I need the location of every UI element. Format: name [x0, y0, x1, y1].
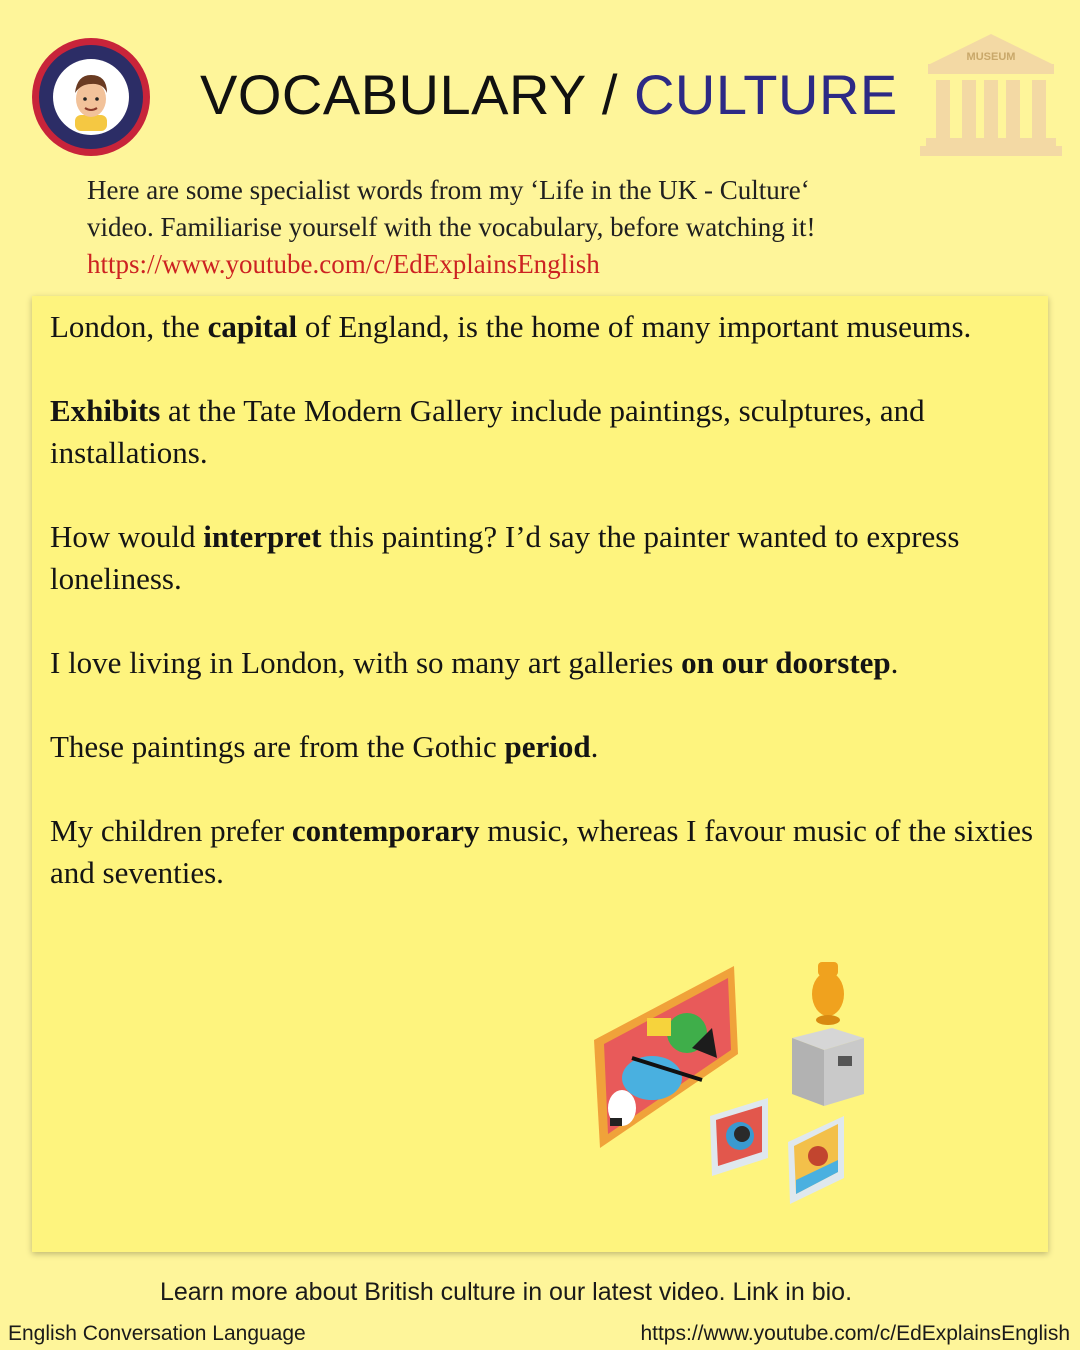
sentence-capital [50, 306, 1040, 348]
intro-channel-link[interactable]: https://www.youtube.com/c/EdExplainsEnglish [87, 249, 600, 279]
sentence-text: London, the [50, 309, 208, 344]
museum-sign-text: MUSEUM [966, 51, 1016, 63]
sentence-text: of England, is the home of many important museums. [297, 309, 972, 344]
vocab-term: on our doorstep [681, 645, 891, 680]
vocab-term: Exhibits [50, 393, 161, 428]
footer-channel-link[interactable]: https://www.youtube.com/c/EdExplainsEnglish [640, 1322, 1070, 1345]
museum-icon [920, 30, 1062, 162]
vocab-term: interpret [203, 519, 322, 554]
title-main: VOCABULARY / [200, 63, 634, 126]
sentence-text: at the Tate Modern Gallery include paintings, sculptures, and installations. [50, 393, 925, 470]
page-title [200, 60, 898, 130]
vocabulary-card [32, 296, 1048, 1252]
intro-line-2: video. Familiarise yourself with the vocabulary, before watching it! [87, 212, 816, 242]
sentence-exhibits [50, 390, 1040, 474]
sentence-interpret [50, 516, 1040, 600]
sentence-text: this painting? I’d say the painter wanted to express loneliness. [50, 519, 960, 596]
intro-line-1: Here are some specialist words from my ‘Life in the UK - Culture‘ [87, 175, 810, 205]
art-gallery-illustration-icon [592, 958, 882, 1218]
vocab-term: contemporary [291, 813, 480, 848]
sentence-period [50, 726, 1040, 768]
intro-text [87, 172, 1047, 283]
sentence-text: . [890, 645, 899, 680]
channel-logo-icon [31, 37, 151, 157]
footer-cta: Learn more about British culture in our latest video. Link in bio. [159, 1278, 853, 1306]
vocab-term: period [504, 729, 591, 764]
sentence-text: These paintings are from the Gothic [50, 729, 505, 764]
sentence-text: How would [50, 519, 204, 554]
sentence-contemporary [50, 810, 1040, 894]
vocab-term: capital [207, 309, 298, 344]
sentence-text: music, whereas I favour music of the sixties and seventies. [50, 813, 1034, 890]
sentence-text: . [590, 729, 599, 764]
title-accent: CULTURE [633, 63, 898, 126]
sentence-text: I love living in London, with so many art galleries [50, 645, 682, 680]
brand-name: English Conversation Language [8, 1322, 306, 1345]
sentence-doorstep [50, 642, 1040, 684]
sentence-text: My children prefer [50, 813, 292, 848]
sentence-list [50, 306, 1040, 936]
